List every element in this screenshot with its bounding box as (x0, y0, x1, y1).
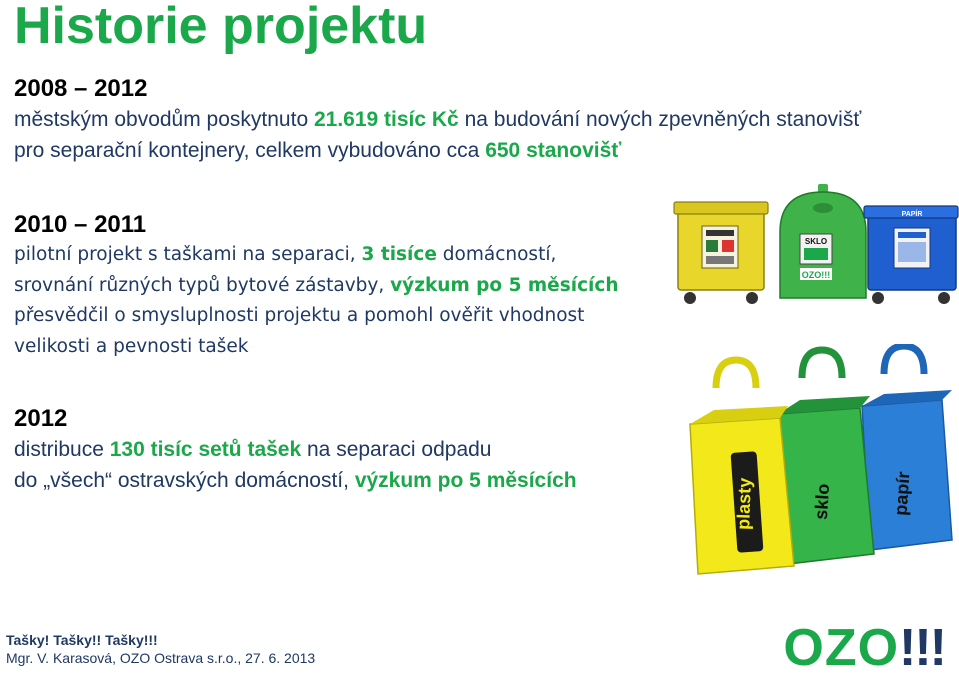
blue-bag (862, 346, 952, 550)
yellow-container (674, 202, 768, 304)
slide-title: Historie projektu (14, 0, 428, 55)
section-line: přesvědčil o smysluplnosti projektu a pomohl ověřit vhodnost (14, 305, 585, 326)
blue-container (864, 206, 958, 304)
section-year: 2012 (14, 405, 68, 432)
green-container-logo: OZO!!! (801, 270, 831, 280)
yellow-bag-label: plasty (733, 477, 755, 531)
section-year: 2010 – 2011 (14, 211, 147, 238)
section-line: pilotní projekt s taškami na separaci, 3 tisíce domácností, (14, 244, 557, 265)
recycling-bags-illustration (684, 344, 959, 576)
section-2008-2012 (14, 74, 861, 166)
waste-containers-illustration (672, 180, 959, 310)
section-line: městským obvodům poskytnuto 21.619 tisíc Kč na budování nových zpevněných stanovišť (14, 108, 862, 131)
section-2010-2011 (14, 210, 619, 362)
section-line: do „všech“ ostravských domácností, výzkum po 5 měsících (14, 469, 577, 492)
footer-slogan: Tašky! Tašky!! Tašky!!! (6, 632, 158, 648)
logo-text: OZO (783, 619, 900, 677)
green-bag (778, 350, 874, 564)
logo-exclaim: !!! (899, 619, 945, 677)
green-container (780, 184, 866, 298)
section-line: velikosti a pevnosti tašek (14, 335, 249, 357)
green-container-label: SKLO (804, 237, 828, 246)
section-year: 2008 – 2012 (14, 75, 148, 102)
blue-container-label: PAPÍR (901, 211, 923, 218)
section-line: distribuce 130 tisíc setů tašek na separaci odpadu (14, 438, 492, 461)
section-line: srovnání různých typů bytové zástavby, výzkum po 5 měsících (14, 274, 619, 296)
ozo-logo (783, 619, 945, 677)
green-bag-label: sklo (810, 482, 834, 521)
footer-credit: Mgr. V. Karasová, OZO Ostrava s.r.o., 27. 6. 2013 (6, 650, 316, 666)
blue-bag-label: papír (890, 470, 914, 517)
yellow-bag (690, 360, 794, 574)
section-2012 (14, 404, 577, 496)
section-line: pro separační kontejnery, celkem vybudováno cca 650 stanovišť (14, 139, 622, 162)
